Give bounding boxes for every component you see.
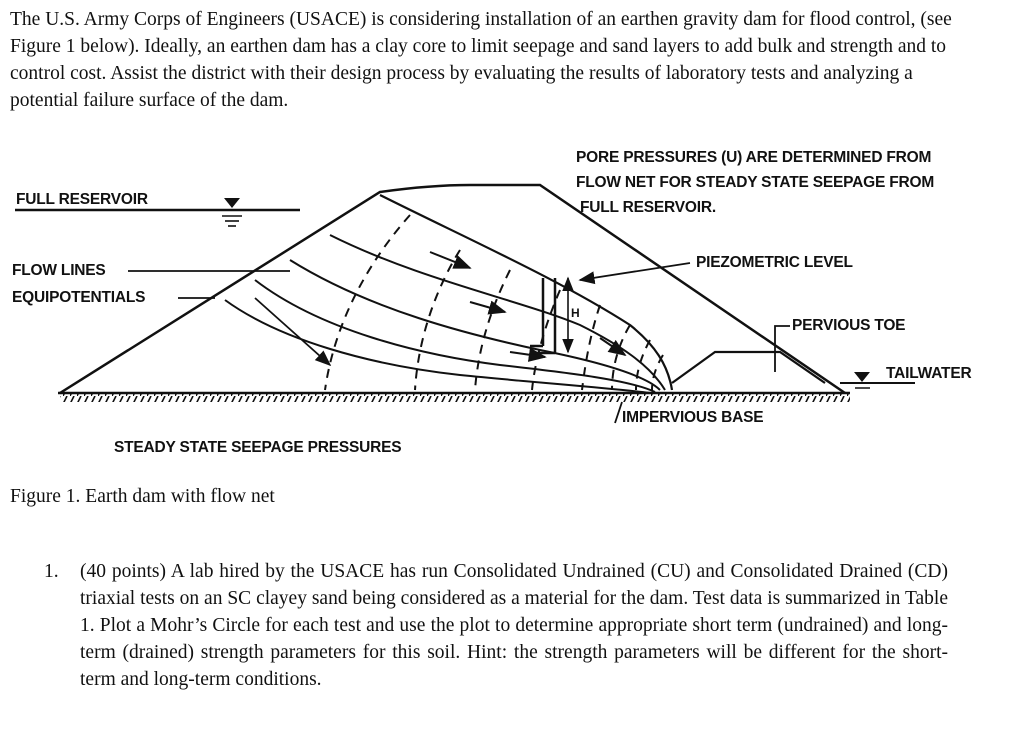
label-pervious-toe: PERVIOUS TOE bbox=[792, 317, 906, 334]
question-text: (40 points) A lab hired by the USACE has run Consolidated Undrained (CU) and Consolidated Drained (CD) triaxial tests on an SC clayey sand being considered as a material for the dam. Test data is summarized in Table 1. Plot a Mohr’s Circle for each test and use the plot to determine appropriate short term (undrained) and long-term (drained) strength parameters for this soil. Hint: the strength parameters will be different for the short-term and long-term conditions. bbox=[80, 561, 948, 690]
pore-pressure-note-line: FULL RESERVOIR. bbox=[580, 199, 716, 216]
figure-caption: Figure 1. Earth dam with flow net bbox=[10, 486, 275, 507]
question-number: 1. bbox=[44, 561, 59, 582]
tailwater-symbol bbox=[854, 372, 870, 382]
label-tailwater: TAILWATER bbox=[886, 365, 972, 382]
base-hatching bbox=[60, 393, 850, 402]
dam-outline bbox=[60, 185, 845, 393]
label-piezometric-level: PIEZOMETRIC LEVEL bbox=[696, 254, 853, 271]
equipotential-line bbox=[325, 215, 410, 390]
pore-pressure-note-line: PORE PRESSURES (U) ARE DETERMINED FROM bbox=[576, 149, 932, 166]
leader-impervious-base bbox=[615, 402, 622, 423]
figure-earth-dam bbox=[0, 140, 1024, 470]
pervious-toe bbox=[672, 352, 825, 383]
flow-line bbox=[290, 260, 660, 390]
label-full-reservoir: FULL RESERVOIR bbox=[16, 191, 148, 208]
label-flow-lines: FLOW LINES bbox=[12, 262, 106, 279]
label-head-h: H bbox=[571, 306, 580, 320]
question-1 bbox=[44, 558, 948, 693]
label-impervious-base: IMPERVIOUS BASE bbox=[622, 409, 764, 426]
label-equipotentials: EQUIPOTENTIALS bbox=[12, 289, 146, 306]
phreatic-line bbox=[380, 195, 672, 390]
equipotential-line bbox=[475, 270, 510, 390]
label-steady-state: STEADY STATE SEEPAGE PRESSURES bbox=[114, 439, 402, 456]
leader-flow-lines-tail bbox=[255, 298, 330, 365]
flow-arrow bbox=[470, 302, 505, 312]
intro-paragraph: The U.S. Army Corps of Engineers (USACE) is considering installation of an earthen gravity dam for flood control, (see Figure 1 below). Ideally, an earthen dam has a clay core to limit seepage and sand layers to add bulk and strength and to control cost. Assist the district with their design process by evaluating the results of laboratory tests and analyzing a potential failure surface of the dam. bbox=[10, 9, 952, 111]
pore-pressure-note-line: FLOW NET FOR STEADY STATE SEEPAGE FROM bbox=[576, 174, 935, 191]
flow-line bbox=[225, 300, 650, 393]
reservoir-water-symbol bbox=[224, 198, 240, 208]
flow-line bbox=[330, 235, 665, 390]
